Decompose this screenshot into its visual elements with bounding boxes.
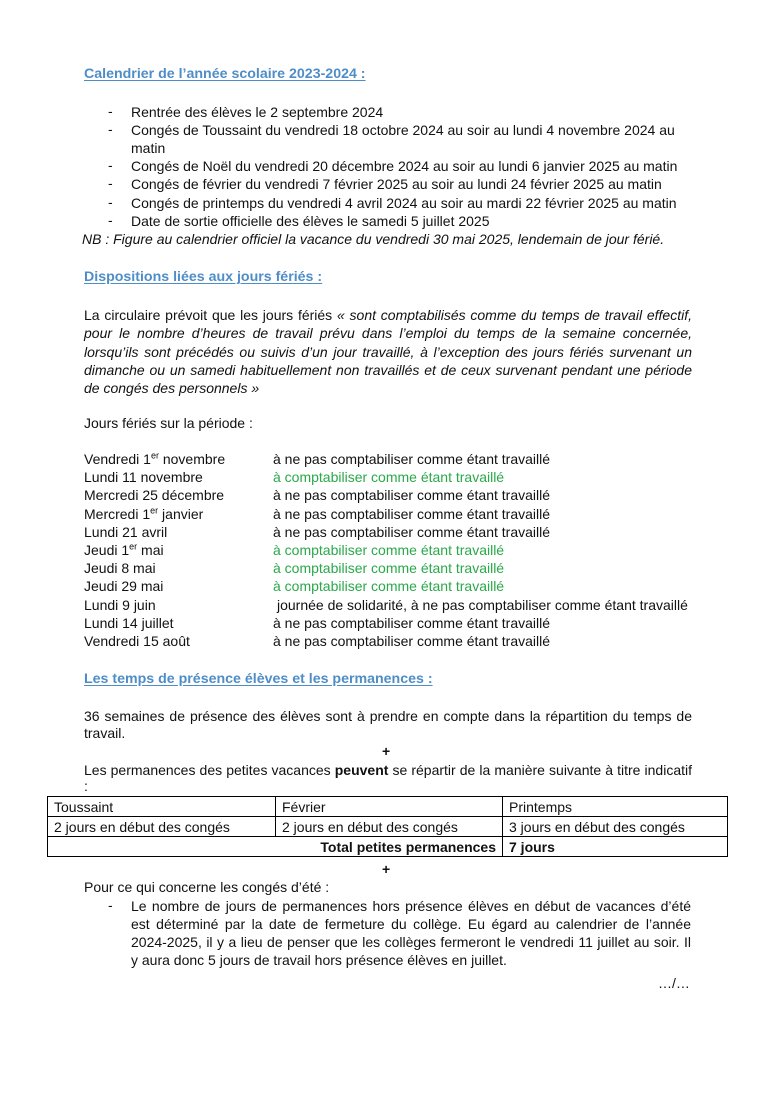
plus-sign: + (382, 743, 391, 759)
status-not-counted: à ne pas comptabiliser comme étant travaillé (273, 615, 551, 631)
holiday-day-text: Vendredi 15 août (84, 633, 190, 649)
status-not-counted: à ne pas comptabiliser comme étant travaillé (273, 633, 551, 649)
calendar-heading: Calendrier de l’année scolaire 2023-2024 : (84, 66, 366, 82)
weeks-paragraph: 36 semaines de présence des élèves sont à prendre en compte dans la répartition du temps de travail. (84, 708, 692, 741)
holiday-day-text: Vendredi 1 (84, 451, 151, 467)
table-header-cell: Février (276, 797, 503, 817)
holiday-day (84, 560, 156, 576)
ordinal-superscript: er (150, 450, 159, 461)
holiday-day (84, 469, 203, 485)
holiday-day (84, 578, 163, 594)
table-cell: 2 jours en début des congés (276, 817, 503, 837)
holiday-day-text: Mercredi 25 décembre (84, 487, 225, 503)
circular-quote: « sont comptabilisés comme du temps de travail effectif, pour le nombre d’heures de travail prévu dans l’emploi du temps de la semaine concernée, lorsqu’ils sont précédés ou suivis d’un jour travaillé, à l’exception des jours fériés survenant un dimanche ou un samedi habituellement non travaillés et de ceux survenant pendant une période de congés des personnels » (84, 307, 692, 397)
table-row (48, 797, 728, 817)
holiday-day (84, 597, 156, 613)
holiday-day-text: Jeudi 8 mai (84, 560, 156, 576)
table-header-cell: Printemps (503, 797, 728, 817)
calendar-item: Congés de Toussaint du vendredi 18 octobre 2024 au soir au lundi 4 novembre 2024 au matin (131, 122, 675, 156)
summer-item: Le nombre de jours de permanences hors présence élèves en début de vacances d’été est déterminé par la date de fermeture du collège. Eu égard au calendrier de l’année 2024-2025, il y a lieu de penser que les collèges fermeront le vendredi 11 juillet au soir. Il y aura donc 5 jours de travail hors présence élèves en juillet. (131, 898, 691, 968)
bullet-dash: - (108, 121, 113, 137)
holidays-list-intro: Jours fériés sur la période : (84, 415, 253, 431)
status-not-counted: à ne pas comptabiliser comme étant travaillé (273, 506, 551, 522)
table-row (48, 837, 728, 857)
status-not-counted: à ne pas comptabiliser comme étant travaillé (273, 451, 551, 467)
calendar-item: Date de sortie officielle des élèves le samedi 5 juillet 2025 (131, 213, 490, 229)
holiday-day-month: janvier (158, 506, 204, 522)
total-value: 7 jours (503, 837, 728, 857)
table-header-cell: Toussaint (48, 797, 276, 817)
holiday-day-month: novembre (158, 451, 226, 467)
holiday-day-text: Lundi 9 juin (84, 597, 156, 613)
perm-bold: peuvent (334, 762, 389, 778)
holiday-day (84, 542, 164, 558)
holiday-day (84, 615, 174, 631)
bullet-dash: - (108, 175, 113, 191)
presence-heading: Les temps de présence élèves et les permanences : (84, 671, 433, 687)
holiday-day (84, 524, 167, 540)
bullet-dash: - (108, 103, 113, 119)
calendar-item: Congés de Noël du vendredi 20 décembre 2024 au soir au lundi 6 janvier 2025 au matin (131, 158, 678, 174)
permanences-paragraph (84, 762, 692, 794)
holidays-heading: Dispositions liées aux jours fériés : (84, 269, 323, 285)
holiday-day-text: Mercredi 1 (84, 506, 151, 522)
bullet-dash: - (108, 212, 113, 228)
holiday-day-text: Lundi 21 avril (84, 524, 168, 540)
holiday-day-text: Lundi 14 juillet (84, 615, 174, 631)
status-not-counted: à ne pas comptabiliser comme étant travaillé (273, 487, 551, 503)
holiday-day-text: Jeudi 29 mai (84, 578, 164, 594)
bullet-dash: - (108, 194, 113, 210)
circular-intro: La circulaire prévoit que les jours fériés (84, 307, 337, 323)
holiday-day-text: Jeudi 1 (84, 542, 130, 558)
ordinal-superscript: er (129, 541, 138, 552)
table-cell: 2 jours en début des congés (48, 817, 276, 837)
calendar-item: Rentrée des élèves le 2 septembre 2024 (131, 104, 384, 120)
table-cell: 3 jours en début des congés (503, 817, 728, 837)
holiday-day-month: mai (137, 542, 164, 558)
status-counted: à comptabiliser comme étant travaillé (273, 578, 505, 594)
bullet-dash: - (108, 897, 113, 913)
ordinal-superscript: er (150, 505, 159, 516)
summer-intro: Pour ce qui concerne les congés d’été : (84, 879, 330, 895)
holiday-day-text: Lundi 11 novembre (84, 469, 203, 485)
plus-sign: + (382, 861, 391, 877)
status-counted: à comptabiliser comme étant travaillé (273, 542, 505, 558)
status-not-counted: journée de solidarité, à ne pas comptabiliser comme étant travaillé (277, 597, 688, 613)
perm-before: Les permanences des petites vacances (84, 762, 335, 778)
perm-after: se répartir de la manière suivante à titre indicatif : (84, 762, 692, 794)
calendar-item: Congés de février du vendredi 7 février 2025 au soir au lundi 24 février 2025 au matin (131, 176, 662, 192)
status-counted: à comptabiliser comme étant travaillé (273, 469, 505, 485)
holiday-day (84, 633, 190, 649)
bullet-dash: - (108, 157, 113, 173)
nb-note: NB : Figure au calendrier officiel la vacance du vendredi 30 mai 2025, lendemain de jour férié. (82, 231, 665, 247)
permanences-table (47, 796, 728, 857)
holiday-day (84, 487, 224, 503)
continuation-mark: …/… (658, 975, 690, 991)
holiday-day (84, 451, 225, 467)
calendar-item: Congés de printemps du vendredi 4 avril 2024 au soir au mardi 22 février 2025 au matin (131, 195, 677, 211)
status-counted: à comptabiliser comme étant travaillé (273, 560, 505, 576)
holiday-day (84, 506, 203, 522)
total-label: Total petites permanences (48, 837, 503, 857)
circular-paragraph (84, 306, 692, 397)
table-row (48, 817, 728, 837)
status-not-counted: à ne pas comptabiliser comme étant travaillé (273, 524, 551, 540)
